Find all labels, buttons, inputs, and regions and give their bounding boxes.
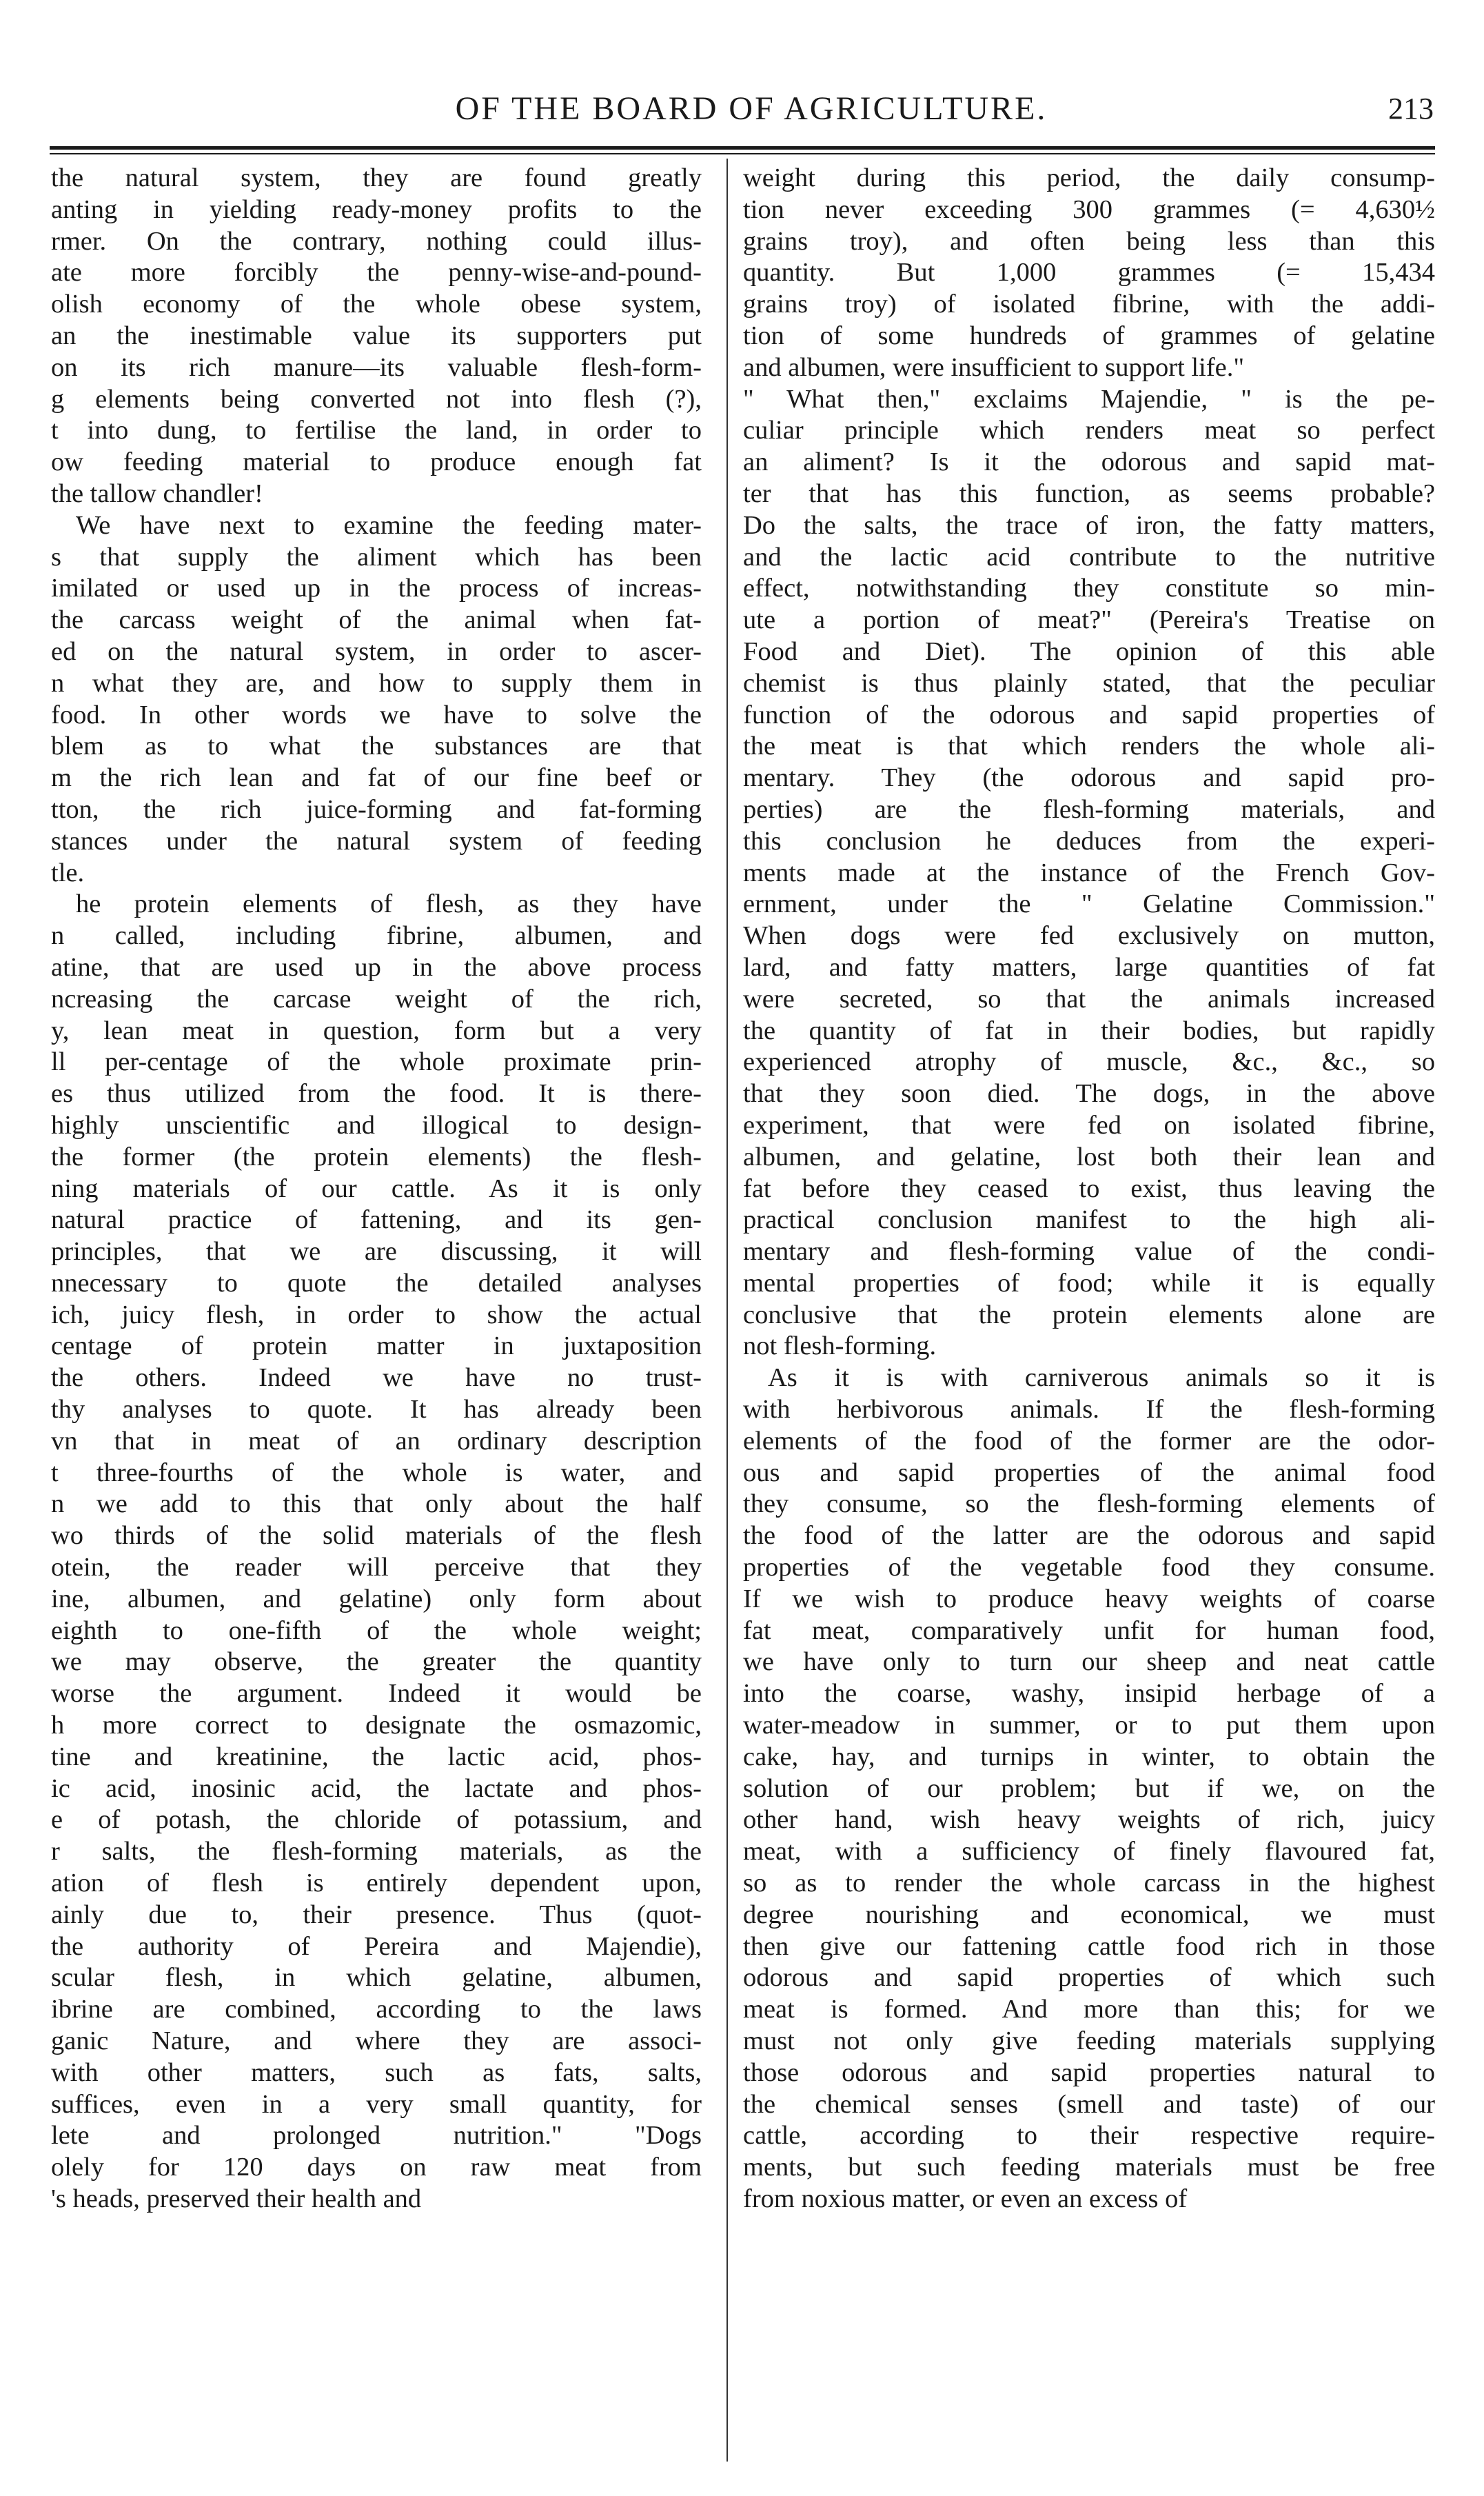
left-column-line: ncreasing the carcase weight of the rich, [51,984,702,1014]
running-head [0,88,1484,143]
left-column-line: the authority of Pereira and Majendie), [51,1931,702,1961]
left-column-line: vn that in meat of an ordinary description [51,1426,702,1456]
left-column-line: ic acid, inosinic acid, the lactate and phos- [51,1773,702,1803]
left-column-line: eighth to one-fifth of the whole weight; [51,1616,702,1645]
right-column-line: tion of some hundreds of grammes of gelatine [743,321,1435,350]
left-column-line: an the inestimable value its supporters put [51,321,702,350]
left-column-line: s that supply the aliment which has been [51,542,702,572]
left-column [51,163,702,2459]
right-column-line: chemist is thus plainly stated, that the peculiar [743,668,1435,698]
right-column-line: the food of the latter are the odorous and sapid [743,1521,1435,1551]
right-column-line: this conclusion he deduces from the experi- [743,826,1435,856]
left-column-line: e of potash, the chloride of potassium, and [51,1805,702,1835]
right-column-line: effect, notwithstanding they constitute so min- [743,574,1435,603]
left-column-line: imilated or used up in the process of increas- [51,574,702,603]
left-column-line: highly unscientific and illogical to design- [51,1110,702,1140]
left-column-line: natural practice of fattening, and its gen- [51,1205,702,1235]
right-column-line: ernment, under the " Gelatine Commission." [743,889,1435,919]
left-column-line: rmer. On the contrary, nothing could illus- [51,226,702,256]
left-column-line: food. In other words we have to solve the [51,700,702,729]
right-column [743,163,1435,2459]
right-column-line: When dogs were fed exclusively on mutton, [743,921,1435,951]
right-column-line: cattle, according to their respective require- [743,2121,1435,2151]
running-title: OF THE BOARD OF AGRICULTURE. [455,90,1048,127]
left-column-line: nnecessary to quote the detailed analyses [51,1268,702,1298]
left-column-line: n we add to this that only about the half [51,1489,702,1519]
right-column-line: must not only give feeding materials supplying [743,2026,1435,2056]
right-column-line: weight during this period, the daily consump- [743,163,1435,192]
left-column-line: ibrine are combined, according to the laws [51,1995,702,2024]
right-column-line: ter that has this function, as seems probable? [743,479,1435,508]
left-column-line: scular flesh, in which gelatine, albumen, [51,1963,702,1993]
right-column-line: cake, hay, and turnips in winter, to obtain the [743,1742,1435,1771]
right-column-line: elements of the food of the former are the odor- [743,1426,1435,1456]
right-column-line: As it is with carniverous animals so it is [768,1363,1435,1393]
right-column-line: quantity. But 1,000 grammes (= 15,434 [743,258,1435,288]
right-column-line: and the lactic acid contribute to the nutritive [743,542,1435,572]
right-column-line: degree nourishing and economical, we must [743,1900,1435,1929]
left-column-line: wo thirds of the solid materials of the flesh [51,1521,702,1551]
left-column-line: the tallow chandler! [51,479,263,508]
left-column-line: t into dung, to fertilise the land, in order to [51,416,702,445]
left-column-line: otein, the reader will perceive that they [51,1553,702,1582]
right-column-line: meat is formed. And more than this; for we [743,1995,1435,2024]
left-column-line: lete and prolonged nutrition." "Dogs [51,2121,702,2151]
right-column-line: albumen, and gelatine, lost both their lean and [743,1142,1435,1171]
left-column-line: We have next to examine the feeding mater- [76,510,702,540]
right-column-line: fat meat, comparatively unfit for human food, [743,1616,1435,1645]
right-column-line: practical conclusion manifest to the high ali- [743,1205,1435,1235]
left-column-line: n called, including fibrine, albumen, and [51,921,702,951]
left-column-line: h more correct to designate the osmazomic, [51,1711,702,1740]
left-column-line: on its rich manure—its valuable flesh-form- [51,352,702,382]
left-column-line: ate more forcibly the penny-wise-and-pound- [51,258,702,288]
right-column-line: solution of our problem; but if we, on the [743,1773,1435,1803]
right-column-line: conclusive that the protein elements alone are [743,1300,1435,1329]
left-column-line: m the rich lean and fat of our fine beef or [51,763,702,793]
left-column-line: 's heads, preserved their health and [51,2184,422,2213]
right-column-line: water-meadow in summer, or to put them upon [743,1711,1435,1740]
right-column-line: an aliment? Is it the odorous and sapid mat- [743,447,1435,477]
column-divider [726,159,728,2462]
right-column-line: fat before they ceased to exist, thus leaving the [743,1174,1435,1203]
right-column-line: mentary and flesh-forming value of the condi- [743,1237,1435,1267]
left-column-line: atine, that are used up in the above process [51,952,702,982]
left-column-line: with other matters, such as fats, salts, [51,2057,702,2087]
right-column-line: those odorous and sapid properties natural to [743,2057,1435,2087]
left-column-line: he protein elements of flesh, as they have [76,889,702,919]
right-column-line: ous and sapid properties of the animal food [743,1458,1435,1487]
header-rule-thin [50,153,1435,154]
left-column-line: ow feeding material to produce enough fat [51,447,702,477]
right-column-line: that they soon died. The dogs, in the above [743,1079,1435,1109]
right-column-line: ute a portion of meat?" (Pereira's Treatise on [743,605,1435,635]
right-column-line: other hand, wish heavy weights of rich, juicy [743,1805,1435,1835]
left-column-line: r salts, the flesh-forming materials, as the [51,1837,702,1866]
left-column-line: the others. Indeed we have no trust- [51,1363,702,1393]
left-column-line: centage of protein matter in juxtaposition [51,1331,702,1361]
left-column-line: principles, that we are discussing, it will [51,1237,702,1267]
right-column-line: the quantity of fat in their bodies, but rapidly [743,1016,1435,1045]
left-column-line: suffices, even in a very small quantity, for [51,2089,702,2119]
right-column-line: ments made at the instance of the French Gov- [743,858,1435,887]
left-column-line: ganic Nature, and where they are associ- [51,2026,702,2056]
right-column-line: they consume, so the flesh-forming elements of [743,1489,1435,1519]
right-column-line: the chemical senses (smell and taste) of our [743,2089,1435,2119]
right-column-line: grains troy) of isolated fibrine, with the addi- [743,290,1435,319]
left-column-line: olish economy of the whole obese system, [51,290,702,319]
right-column-line: ments, but such feeding materials must be free [743,2153,1435,2182]
left-column-line: blem as to what the substances are that [51,732,702,761]
right-column-line: Food and Diet). The opinion of this able [743,636,1435,666]
right-column-line: grains troy), and often being less than this [743,226,1435,256]
left-column-line: ning materials of our cattle. As it is only [51,1174,702,1203]
right-column-line: experiment, that were fed on isolated fibrine, [743,1110,1435,1140]
left-column-line: y, lean meat in question, form but a very [51,1016,702,1045]
left-column-line: t three-fourths of the whole is water, and [51,1458,702,1487]
right-column-line: with herbivorous animals. If the flesh-forming [743,1395,1435,1425]
right-column-line: meat, with a sufficiency of finely flavoured fat, [743,1837,1435,1866]
right-column-line: so as to render the whole carcass in the highest [743,1869,1435,1898]
right-column-line: " What then," exclaims Majendie, " is the pe- [743,384,1435,414]
right-column-line: then give our fattening cattle food rich in those [743,1931,1435,1961]
right-column-line: not flesh-forming. [743,1331,937,1361]
left-column-line: ed on the natural system, in order to ascer- [51,636,702,666]
right-column-line: odorous and sapid properties of which such [743,1963,1435,1993]
left-column-line: tle. [51,858,85,887]
left-column-line: olely for 120 days on raw meat from [51,2153,702,2182]
right-column-line: mentary. They (the odorous and sapid pro- [743,763,1435,793]
right-column-line: we have only to turn our sheep and neat cattle [743,1647,1435,1677]
right-column-line: lard, and fatty matters, large quantities of fat [743,952,1435,982]
right-column-line: properties of the vegetable food they consume. [743,1553,1435,1582]
left-column-line: ich, juicy flesh, in order to show the actual [51,1300,702,1329]
left-column-line: g elements being converted not into flesh (?), [51,384,702,414]
right-column-line: from noxious matter, or even an excess of [743,2184,1188,2213]
left-column-line: anting in yielding ready-money profits to the [51,194,702,224]
right-column-line: perties) are the flesh-forming materials, and [743,794,1435,824]
right-column-line: function of the odorous and sapid properties of [743,700,1435,729]
left-column-line: the former (the protein elements) the flesh- [51,1142,702,1171]
left-column-line: the carcass weight of the animal when fat- [51,605,702,635]
right-column-line: culiar principle which renders meat so perfect [743,416,1435,445]
right-column-line: If we wish to produce heavy weights of coarse [743,1584,1435,1613]
left-column-line: es thus utilized from the food. It is there- [51,1079,702,1109]
right-column-line: the meat is that which renders the whole ali- [743,732,1435,761]
left-column-line: stances under the natural system of feeding [51,826,702,856]
right-column-line: tion never exceeding 300 grammes (= 4,630½ [743,194,1435,224]
header-rule-thick [50,146,1435,150]
left-column-line: ll per-centage of the whole proximate prin- [51,1047,702,1077]
left-column-line: ainly due to, their presence. Thus (quot- [51,1900,702,1929]
left-column-line: tine and kreatinine, the lactic acid, phos- [51,1742,702,1771]
right-column-line: and albumen, were insufficient to support life." [743,352,1245,382]
left-column-line: tton, the rich juice-forming and fat-forming [51,794,702,824]
right-column-line: Do the salts, the trace of iron, the fatty matters, [743,510,1435,540]
left-column-line: we may observe, the greater the quantity [51,1647,702,1677]
right-column-line: experienced atrophy of muscle, &c., &c., so [743,1047,1435,1077]
left-column-line: n what they are, and how to supply them in [51,668,702,698]
page-number: 213 [1388,92,1434,125]
left-column-line: the natural system, they are found greatly [51,163,702,192]
right-column-line: mental properties of food; while it is equally [743,1268,1435,1298]
left-column-line: worse the argument. Indeed it would be [51,1679,702,1709]
left-column-line: thy analyses to quote. It has already been [51,1395,702,1425]
left-column-line: ine, albumen, and gelatine) only form about [51,1584,702,1613]
right-column-line: were secreted, so that the animals increased [743,984,1435,1014]
left-column-line: ation of flesh is entirely dependent upon, [51,1869,702,1898]
right-column-line: into the coarse, washy, insipid herbage of a [743,1679,1435,1709]
